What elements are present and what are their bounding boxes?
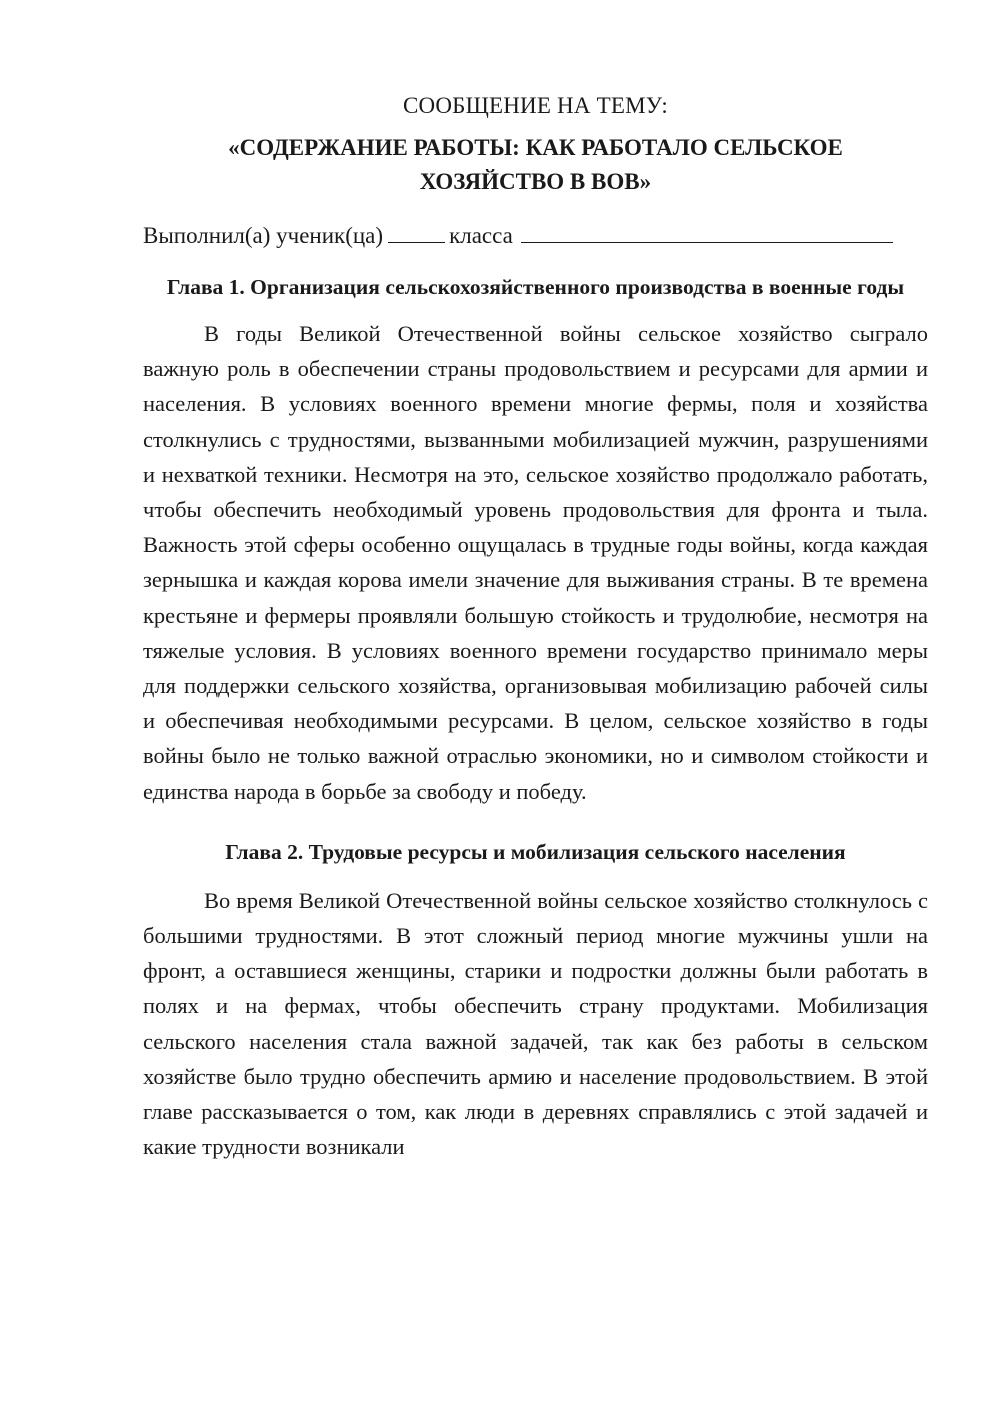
chapter-1-title: Глава 1. Организация сельскохозяйственного производства в военные годы	[166, 275, 905, 299]
author-line	[143, 218, 928, 253]
topic-heading: СООБЩЕНИЕ НА ТЕМУ:	[403, 93, 668, 118]
class-number-blank	[388, 220, 445, 243]
student-name-blank	[521, 220, 893, 243]
class-label: класса	[449, 223, 513, 248]
chapter-2-title: Глава 2. Трудовые ресурсы и мобилизация сельского населения	[225, 839, 846, 864]
chapter-1-text: В годы Великой Отечественной войны сельское хозяйство сыграло важную роль в обеспечении страны продовольствием и ресурсами для армии и населения. В условиях военного времени многие фермы, поля и хозяйства столкнулись с трудностями, вызванными мобилизацией мужчин, разрушениями и нехваткой техники. Несмотря на это, сельское хозяйство продолжало работать, чтобы обеспечить необходимый уровень продовольствия для фронта и тыла. Важность этой сферы особенно ощущалась в трудные годы войны, когда каждая зернышка и каждая корова имели значение для выживания страны. В те времена крестьяне и фермеры проявляли большую стойкость и трудолюбие, несмотря на тяжелые условия. В условиях военного времени государство принимало меры для поддержки сельского хозяйства, организовывая мобилизацию рабочей силы и обеспечивая необходимыми ресурсами. В целом, сельское хозяйство в годы войны было не только важной отраслью экономики, но и символом стойкости и единства народа в борьбе за свободу и победу.	[143, 321, 928, 804]
document-title: «СОДЕРЖАНИЕ РАБОТЫ: КАК РАБОТАЛО СЕЛЬСКОЕ ХОЗЯЙСТВО В ВОВ»	[228, 135, 843, 194]
document-page	[143, 88, 928, 1164]
author-label: Выполнил(а) ученик(ца)	[143, 223, 384, 248]
chapter-2-text: Во время Великой Отечественной войны сельское хозяйство столкнулось с большими трудностями. В этот сложный период многие мужчины ушли на фронт, а оставшиеся женщины, старики и подростки должны были работать в полях и на фермах, чтобы обеспечить страну продуктами. Мобилизация сельского населения стала важной задачей, так как без работы в сельском хозяйстве было трудно обеспечить армию и население продовольствием. В этой главе рассказывается о том, как люди в деревнях справлялись с этой задачей и какие трудности возникали	[143, 887, 928, 1160]
